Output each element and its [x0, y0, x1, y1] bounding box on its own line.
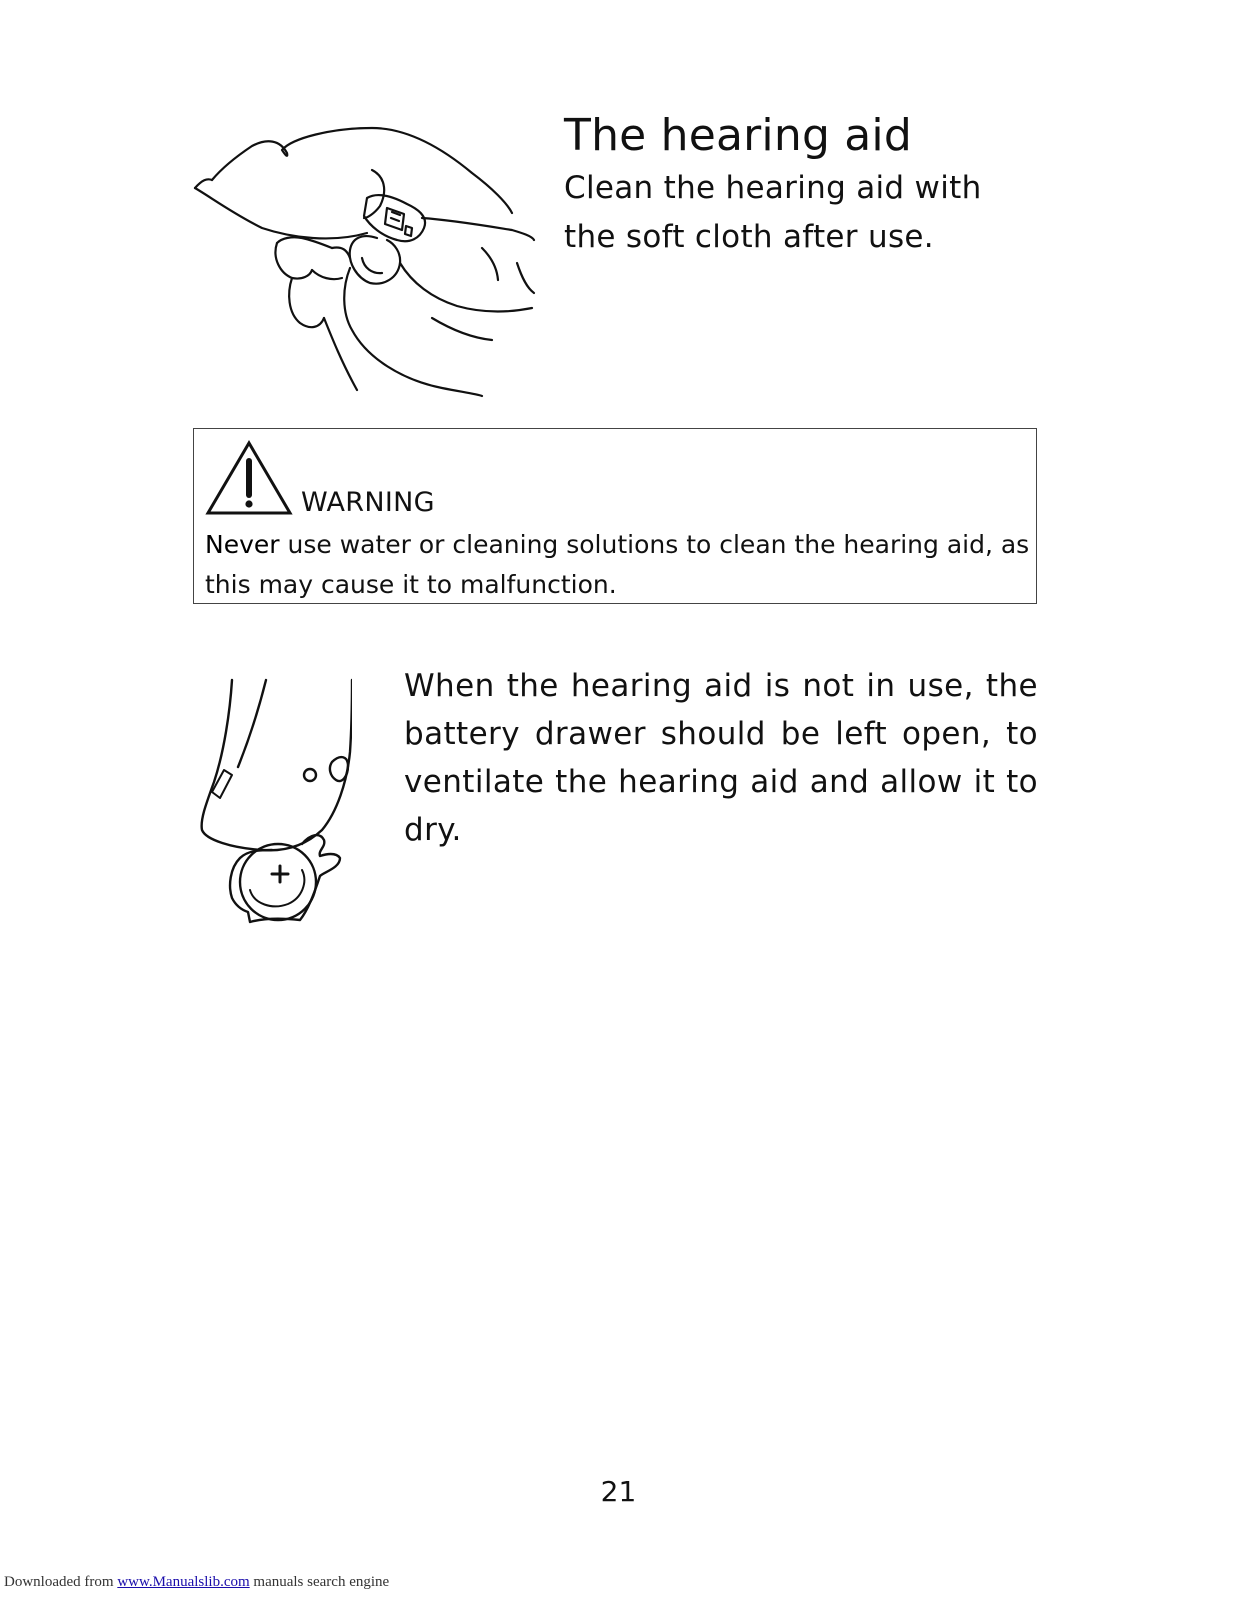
download-credit: [4, 1572, 389, 1592]
warning-body: use water or cleaning solutions to clean the hearing aid, as this may cause it to malfunction.: [205, 530, 1030, 599]
manualslib-link[interactable]: www.Manualslib.com: [117, 1574, 250, 1590]
warning-title: WARNING: [301, 487, 435, 518]
warning-emphasis: Never: [205, 530, 280, 559]
download-credit-prefix: Downloaded from: [4, 1574, 118, 1590]
cleaning-instruction-text: Clean the hearing aid with the soft cloth after use.: [564, 170, 982, 255]
warning-text: [205, 525, 1031, 605]
storage-instruction-text: When the hearing aid is not in use, the battery drawer should be left open, to ventilate the hearing aid and allow it to dry.: [404, 668, 1038, 848]
warning-box: [193, 428, 1037, 604]
open-battery-drawer-illustration: [192, 672, 352, 927]
download-credit-suffix: manuals search engine: [249, 1574, 390, 1590]
page-number: 21: [600, 1475, 637, 1508]
warning-triangle-icon: [205, 439, 293, 517]
section-title: The hearing aid: [564, 110, 912, 161]
hands-cleaning-hearing-aid-illustration: [192, 118, 537, 398]
